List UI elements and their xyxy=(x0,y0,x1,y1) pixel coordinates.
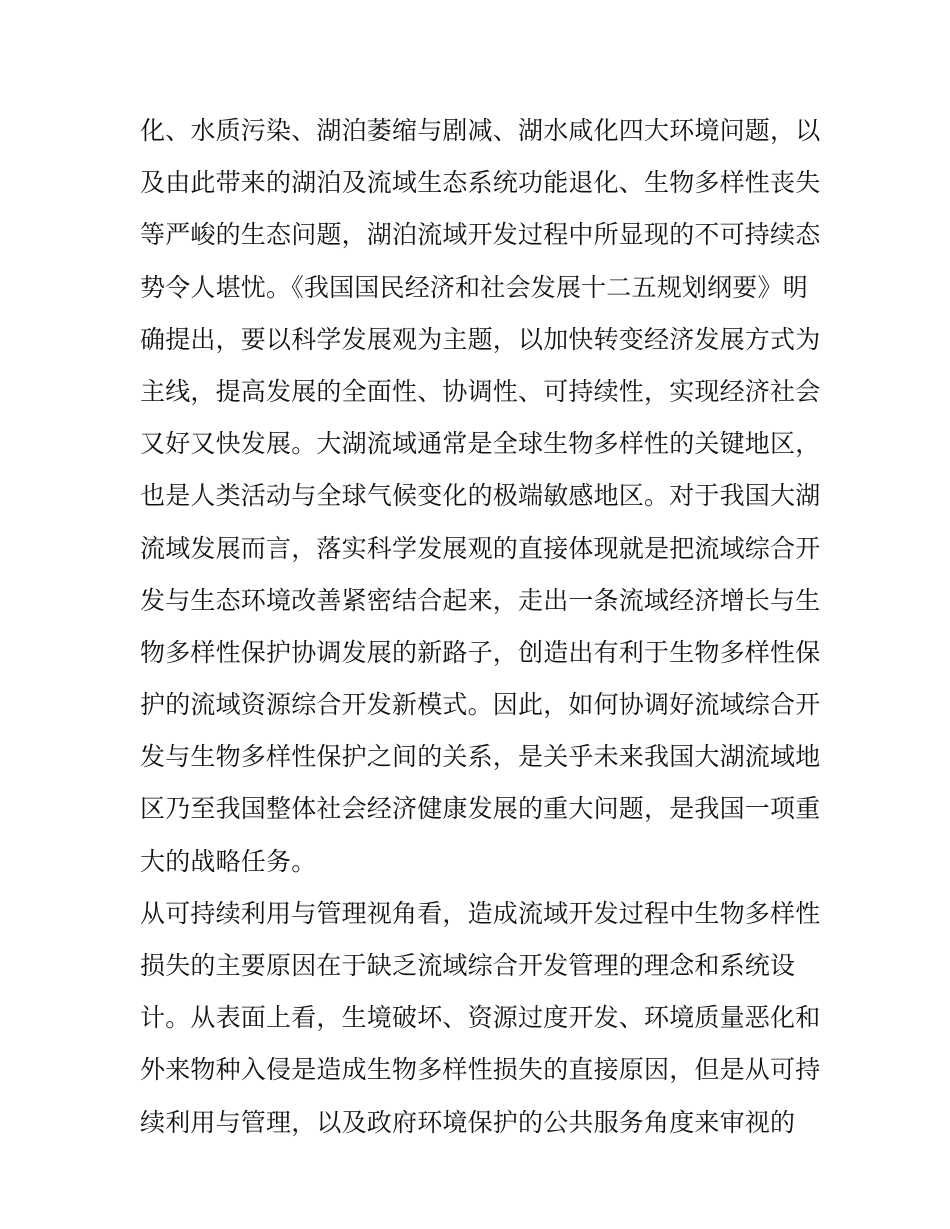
text-line: 确提出，要以科学发展观为主题，以加快转变经济发展方式为 xyxy=(140,324,821,354)
text-line: 物多样性保护协调发展的新路子，创造出有利于生物多样性保 xyxy=(140,637,821,667)
text-line: 主线，提高发展的全面性、协调性、可持续性，实现经济社会 xyxy=(140,376,821,406)
text-line: 发与生物多样性保护之间的关系，是关乎未来我国大湖流域地 xyxy=(140,742,821,772)
text-line: 续利用与管理，以及政府环境保护的公共服务角度来审视的 xyxy=(140,1107,796,1137)
body-text xyxy=(140,105,820,1149)
text-line: 外来物种入侵是造成生物多样性损失的直接原因，但是从可持 xyxy=(140,1055,821,1085)
text-line: 势令人堪忧。《我国国民经济和社会发展十二五规划纲要》明 xyxy=(140,272,808,302)
text-line: 从可持续利用与管理视角看，造成流域开发过程中生物多样性 xyxy=(140,898,821,928)
text-line: 护的流域资源综合开发新模式。因此，如何协调好流域综合开 xyxy=(140,690,821,720)
text-line: 等严峻的生态问题，湖泊流域开发过程中所显现的不可持续态 xyxy=(140,220,821,250)
text-line: 发与生态环境改善紧密结合起来，走出一条流域经济增长与生 xyxy=(140,585,821,615)
text-line: 区乃至我国整体社会经济健康发展的重大问题，是我国一项重 xyxy=(140,794,821,824)
text-line: 化、水质污染、湖泊萎缩与剧减、湖水咸化四大环境问题，以 xyxy=(140,116,821,145)
text-line: 又好又快发展。大湖流域通常是全球生物多样性的关键地区， xyxy=(140,429,821,459)
text-line: 大的战略任务。 xyxy=(140,846,317,876)
text-line: 计。从表面上看，生境破坏、资源过度开发、环境质量恶化和 xyxy=(140,1003,821,1033)
text-line: 流域发展而言，落实科学发展观的直接体现就是把流域综合开 xyxy=(140,533,821,563)
text-line: 损失的主要原因在于缺乏流域综合开发管理的理念和系统设 xyxy=(140,951,796,980)
text-line: 及由此带来的湖泊及流域生态系统功能退化、生物多样性丧失 xyxy=(140,168,821,198)
text-line: 也是人类活动与全球气候变化的极端敏感地区。对于我国大湖 xyxy=(140,481,821,511)
